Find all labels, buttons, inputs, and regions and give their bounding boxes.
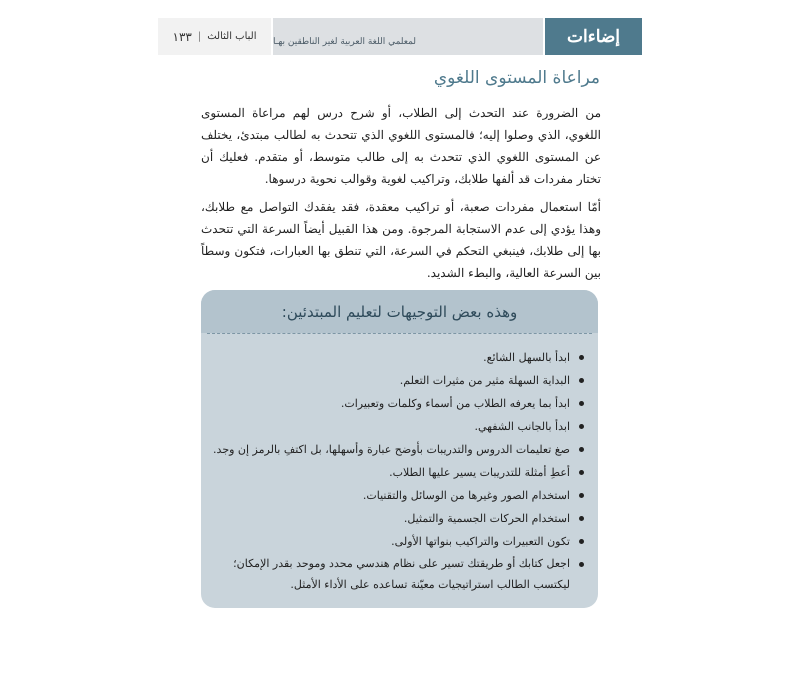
- list-item: تكون التعبيرات والتراكيب بنواتها الأولى.: [211, 530, 584, 553]
- paragraph-2: أمّا استعمال مفردات صعبة، أو تراكيب معقدة، فقد يفقدك التواصل مع طلابك، وهذا يؤدي إلى عدم الاستجابة المرجوة. ومن هذا القبيل أيضاً السرعة التي تتحدث بها إلى طلابك، فينبغي التحكم في السرعة، التي تنطق بها العبارات، فتكون وسطاً بين السرعة العالية، والبطء الشديد.: [201, 200, 601, 280]
- header-subtitle-bar: [273, 18, 543, 55]
- page-number: ١٣٣: [172, 29, 192, 44]
- list-item: استخدام الصور وغيرها من الوسائل والتقنيات.: [211, 484, 584, 507]
- list-item: البداية السهلة مثير من مثيرات التعلم.: [211, 369, 584, 392]
- list-item: استخدام الحركات الجسمية والتمثيل.: [211, 507, 584, 530]
- separator: |: [197, 31, 202, 42]
- guidelines-title: وهذه بعض التوجيهات لتعليم المبتدئين:: [201, 290, 598, 333]
- page-header: [158, 18, 642, 55]
- list-item: ابدأ بالسهل الشائع.: [211, 346, 584, 369]
- header-subtitle: لمعلمي اللغة العربية لغير الناطقين بهـا: [273, 37, 417, 47]
- guidelines-list: [201, 334, 598, 595]
- paragraph-1: من الضرورة عند التحدث إلى الطلاب، أو شرح درس لهم مراعاة المستوى اللغوي، الذي وصلوا إليه؛ فالمستوى اللغوي الذي تتحدث به لطالب مبتدئ، يختلف عن المستوى اللغوي الذي تتحدث به إلى طالب متوسط، أو متقدم. فعليك أن تختار مفردات قد ألفها طلابك، وتراكيب لغوية وقوالب نحوية درسوها.: [201, 106, 601, 186]
- chapter-page-label: [158, 18, 271, 55]
- list-item: ابدأ بالجانب الشفهي.: [211, 415, 584, 438]
- list-item: اجعل كتابك أو طريقتك تسير على نظام هندسي محدد وموحد بقدر الإمكان؛ ليكتسب الطالب استراتيجيات معيّنة تساعده على الأداء الأمثل.: [211, 553, 584, 595]
- list-item: ابدأ بما يعرفه الطلاب من أسماء وكلمات وتعبيرات.: [211, 392, 584, 415]
- section-badge: إضاءات: [545, 18, 642, 55]
- list-item: أعطِ أمثلة للتدريبات يسير عليها الطلاب.: [211, 461, 584, 484]
- list-item: صغ تعليمات الدروس والتدريبات بأوضح عبارة وأسهلها، بل اكتفِ بالرمز إن وجد.: [211, 438, 584, 461]
- section-title: مراعاة المستوى اللغوي: [433, 68, 600, 88]
- chapter-label: الباب الثالث: [207, 31, 257, 42]
- guidelines-box: [201, 290, 598, 608]
